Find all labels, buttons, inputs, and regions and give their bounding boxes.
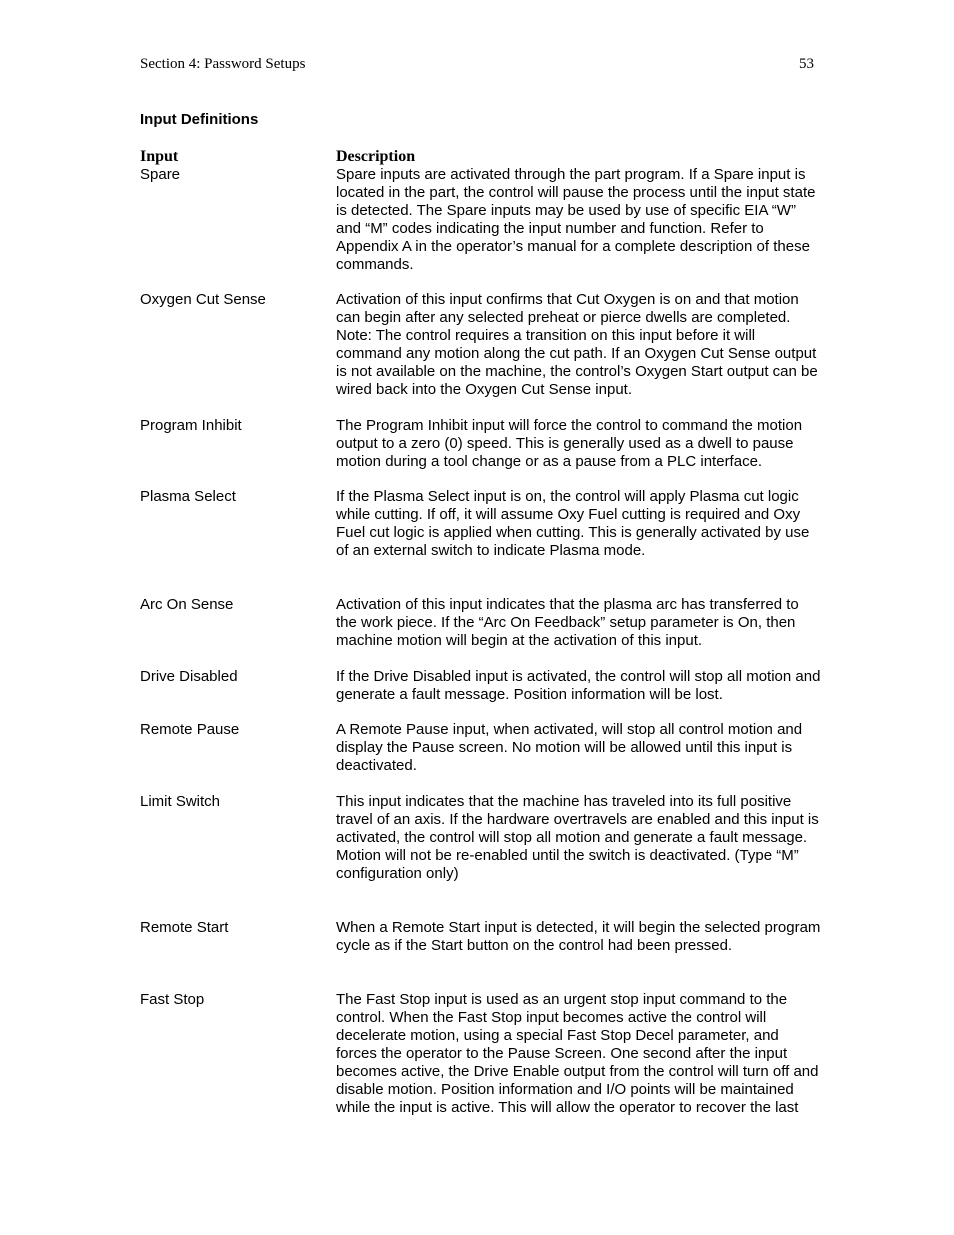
description-line: disable motion. Position information and I/O points will be maintained <box>336 1081 794 1098</box>
column-header-input: Input <box>140 148 179 165</box>
description-line: while the input is active. This will allow the operator to recover the last <box>336 1099 799 1116</box>
description-line: output to a zero (0) speed. This is generally used as a dwell to pause <box>336 435 794 452</box>
input-name: Remote Pause <box>140 721 240 738</box>
description-line: generate a fault message. Position information will be lost. <box>336 686 723 703</box>
description-line: Spare inputs are activated through the part program. If a Spare input is <box>336 166 806 183</box>
description-line: control. When the Fast Stop input becomes active the control will <box>336 1009 767 1026</box>
description-line: Appendix A in the operator’s manual for a complete description of these <box>336 238 810 255</box>
input-name: Fast Stop <box>140 991 205 1008</box>
description-line: command any motion along the cut path. If an Oxygen Cut Sense output <box>336 345 817 362</box>
input-name: Program Inhibit <box>140 417 242 434</box>
description-line: If the Drive Disabled input is activated, the control will stop all motion and <box>336 668 821 685</box>
description-line: is not available on the machine, the control’s Oxygen Start output can be <box>336 363 818 380</box>
input-description <box>336 417 842 471</box>
description-line: forces the operator to the Pause Screen. One second after the input <box>336 1045 788 1062</box>
description-line: cycle as if the Start button on the control had been pressed. <box>336 937 733 954</box>
description-line: located in the part, the control will pause the process until the input state <box>336 184 816 201</box>
description-line: If the Plasma Select input is on, the control will apply Plasma cut logic <box>336 488 799 505</box>
column-header-description: Description <box>336 148 416 165</box>
description-line: the work piece. If the “Arc On Feedback” setup parameter is On, then <box>336 614 796 631</box>
description-line: decelerate motion, using a special Fast Stop Decel parameter, and <box>336 1027 779 1044</box>
input-name: Oxygen Cut Sense <box>140 291 266 308</box>
input-name: Remote Start <box>140 919 229 936</box>
input-description <box>336 991 842 1117</box>
input-name: Spare <box>140 166 181 183</box>
description-line: wired back into the Oxygen Cut Sense input. <box>336 381 633 398</box>
description-line: Note: The control requires a transition on this input before it will <box>336 327 756 344</box>
section-label: Section 4: Password Setups <box>140 56 306 72</box>
description-line: This input indicates that the machine has traveled into its full positive <box>336 793 792 810</box>
input-description <box>336 488 842 560</box>
input-description <box>336 596 842 650</box>
input-description <box>336 291 842 399</box>
column-headers <box>140 148 840 168</box>
input-description <box>336 166 842 274</box>
description-line: is detected. The Spare inputs may be used by use of specific EIA “W” <box>336 202 796 219</box>
description-line: When a Remote Start input is detected, it will begin the selected program <box>336 919 821 936</box>
description-line: commands. <box>336 256 414 273</box>
section-title: Input Definitions <box>140 111 259 128</box>
description-line: The Fast Stop input is used as an urgent stop input command to the <box>336 991 788 1008</box>
input-description <box>336 793 842 883</box>
input-name: Limit Switch <box>140 793 221 810</box>
description-line: Motion will not be re-enabled until the switch is deactivated. (Type “M” <box>336 847 799 864</box>
description-line: becomes active, the Drive Enable output from the control will turn off and <box>336 1063 819 1080</box>
description-line: machine motion will begin at the activation of this input. <box>336 632 703 649</box>
input-name: Plasma Select <box>140 488 236 505</box>
input-name: Drive Disabled <box>140 668 238 685</box>
description-line: can begin after any selected preheat or pierce dwells are completed. <box>336 309 791 326</box>
description-line: Fuel cut logic is applied when cutting. This is generally activated by use <box>336 524 810 541</box>
description-line: The Program Inhibit input will force the control to command the motion <box>336 417 803 434</box>
page-header <box>140 56 814 76</box>
description-line: of an external switch to indicate Plasma mode. <box>336 542 646 559</box>
description-line: Activation of this input indicates that the plasma arc has transferred to <box>336 596 799 613</box>
input-description <box>336 919 842 955</box>
description-line: Activation of this input confirms that Cut Oxygen is on and that motion <box>336 291 799 308</box>
description-line: activated, the control will stop all motion and generate a fault message. <box>336 829 808 846</box>
description-line: while cutting. If off, it will assume Oxy Fuel cutting is required and Oxy <box>336 506 801 523</box>
description-line: display the Pause screen. No motion will be allowed until this input is <box>336 739 793 756</box>
description-line: and “M” codes indicating the input number and function. Refer to <box>336 220 764 237</box>
input-name: Arc On Sense <box>140 596 234 613</box>
page-number: 53 <box>799 56 814 72</box>
description-line: A Remote Pause input, when activated, will stop all control motion and <box>336 721 803 738</box>
description-line: motion during a tool change or as a pause from a PLC interface. <box>336 453 763 470</box>
input-description <box>336 721 842 775</box>
description-line: travel of an axis. If the hardware overtravels are enabled and this input is <box>336 811 819 828</box>
input-description <box>336 668 842 704</box>
description-line: configuration only) <box>336 865 459 882</box>
description-line: deactivated. <box>336 757 417 774</box>
